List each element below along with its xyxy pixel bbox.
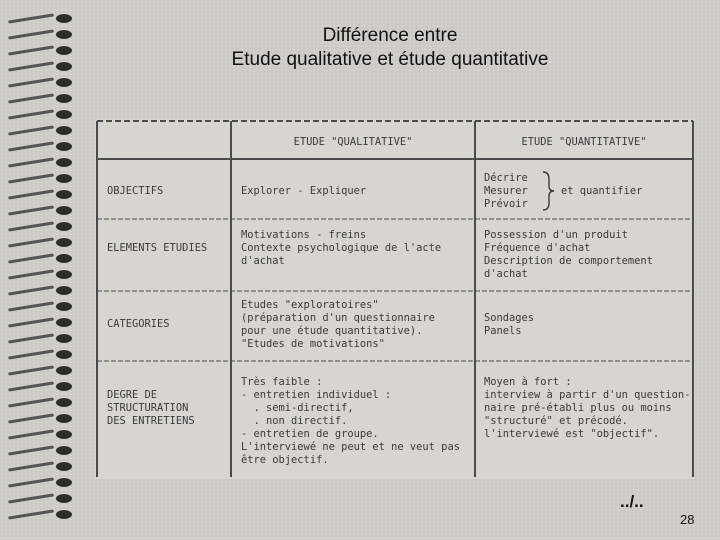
- row-label-degre-1: DEGRE DE: [107, 389, 158, 401]
- spiral-coil: [8, 350, 74, 359]
- spiral-coil: [8, 254, 74, 263]
- cell-quant-degre-5: l'interviewé est "objectif".: [484, 428, 660, 440]
- header-quantitative: ETUDE "QUANTITATIVE": [521, 136, 647, 148]
- spiral-coil: [8, 462, 74, 471]
- row-label-degre-3: DES ENTRETIENS: [107, 415, 195, 427]
- comparison-table-image: [95, 119, 695, 479]
- cell-quant-objectifs-3: Prévoir: [484, 198, 528, 210]
- spiral-coil: [8, 110, 74, 119]
- spiral-coil: [8, 142, 74, 151]
- cell-quant-degre-1: Moyen à fort :: [484, 376, 572, 388]
- spiral-coil: [8, 30, 74, 39]
- cell-qual-elements-2: Contexte psychologique de l'acte: [241, 242, 442, 254]
- cell-qual-degre-7: être objectif.: [241, 454, 329, 466]
- spiral-coil: [8, 366, 74, 375]
- cell-quant-objectifs-1: Décrire: [484, 172, 528, 184]
- title-line-2: Etude qualitative et étude quantitative: [231, 49, 549, 70]
- spiral-coil: [8, 318, 74, 327]
- cell-quant-degre-2: interview à partir d'un question-: [484, 389, 691, 401]
- spiral-coil: [8, 270, 74, 279]
- cell-qual-categories-3: pour une étude quantitative).: [241, 325, 423, 337]
- row-label-objectifs: OBJECTIFS: [107, 185, 164, 197]
- cell-qual-objectifs: Explorer - Expliquer: [241, 185, 367, 197]
- cell-qual-degre-4: . non directif.: [241, 415, 348, 427]
- cell-qual-elements-3: d'achat: [241, 255, 285, 267]
- cell-quant-degre-4: "structuré" et précodé.: [484, 415, 628, 427]
- cell-qual-degre-5: - entretien de groupe.: [241, 428, 379, 440]
- spiral-coil: [8, 174, 74, 183]
- cell-qual-degre-3: . semi-directif,: [241, 402, 354, 414]
- spiral-coil: [8, 158, 74, 167]
- cell-quant-elements-3: Description de comportement: [484, 255, 653, 267]
- spiral-coil: [8, 494, 74, 503]
- spiral-coil: [8, 414, 74, 423]
- spiral-coil: [8, 302, 74, 311]
- spiral-coil: [8, 382, 74, 391]
- spiral-coil: [8, 94, 74, 103]
- cell-quant-categories-2: Panels: [484, 325, 522, 337]
- title-line-1: Différence entre: [322, 25, 458, 46]
- spiral-coil: [8, 14, 74, 23]
- row-label-categories: CATEGORIES: [107, 318, 170, 330]
- cell-quant-objectifs-brace: et quantifier: [561, 185, 643, 197]
- spiral-coil: [8, 206, 74, 215]
- slide-title: [100, 24, 680, 72]
- spiral-coil: [8, 222, 74, 231]
- cell-qual-categories-1: Etudes "exploratoires": [241, 299, 379, 311]
- row-label-elements: ELEMENTS ETUDIES: [107, 242, 208, 254]
- header-qualitative: ETUDE "QUALITATIVE": [293, 136, 413, 148]
- spiral-coil: [8, 430, 74, 439]
- page-number: 28: [680, 512, 695, 527]
- cell-quant-degre-3: naire pré-établi plus ou moins: [484, 402, 672, 414]
- spiral-coil: [8, 190, 74, 199]
- cell-qual-degre-6: L'interviewé ne peut et ne veut pas: [241, 441, 460, 453]
- spiral-coil: [8, 238, 74, 247]
- spiral-coil: [8, 478, 74, 487]
- cell-quant-objectifs-2: Mesurer: [484, 185, 528, 197]
- spiral-coil: [8, 46, 74, 55]
- cell-qual-categories-4: "Etudes de motivations": [241, 338, 385, 350]
- cell-quant-elements-1: Possession d'un produit: [484, 229, 628, 241]
- spiral-coil: [8, 398, 74, 407]
- continuation-mark: ../..: [620, 492, 644, 511]
- spiral-coil: [8, 446, 74, 455]
- cell-qual-degre-2: - entretien individuel :: [241, 389, 392, 401]
- spiral-coil: [8, 334, 74, 343]
- cell-quant-elements-2: Fréquence d'achat: [484, 242, 591, 254]
- cell-quant-elements-4: d'achat: [484, 268, 528, 280]
- cell-qual-elements-1: Motivations - freins: [241, 229, 367, 241]
- spiral-coil: [8, 78, 74, 87]
- spiral-coil: [8, 126, 74, 135]
- spiral-coil: [8, 510, 74, 519]
- cell-qual-degre-1: Très faible :: [241, 376, 323, 388]
- row-label-degre-2: STRUCTURATION: [107, 402, 189, 414]
- spiral-coil: [8, 286, 74, 295]
- spiral-binding: [0, 14, 82, 526]
- cell-qual-categories-2: (préparation d'un questionnaire: [241, 312, 435, 324]
- cell-quant-categories-1: Sondages: [484, 312, 535, 324]
- spiral-coil: [8, 62, 74, 71]
